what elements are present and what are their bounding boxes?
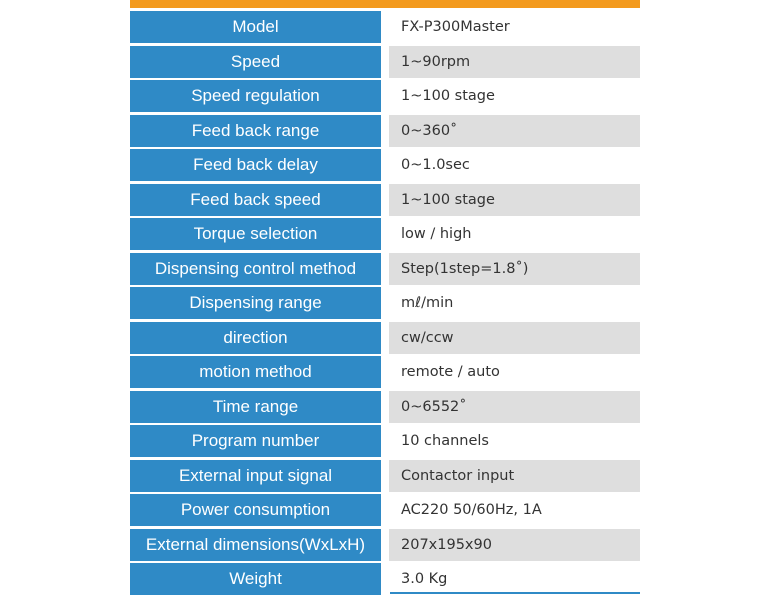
spec-row-model (130, 11, 640, 43)
spec-row-speed (130, 46, 640, 78)
spec-label: Dispensing range (130, 287, 381, 319)
spec-value: mℓ/min (389, 287, 640, 319)
spec-label: Speed regulation (130, 80, 381, 112)
spec-row-dispensing-control-method (130, 253, 640, 285)
spec-value: cw/ccw (389, 322, 640, 354)
spec-value: 0~1.0sec (389, 149, 640, 181)
spec-value: low / high (389, 218, 640, 250)
spec-label: Torque selection (130, 218, 381, 250)
bottom-divider (390, 592, 640, 594)
spec-row-speed-regulation (130, 80, 640, 112)
spec-row-motion-method (130, 356, 640, 388)
spec-row-torque-selection (130, 218, 640, 250)
spec-label: Weight (130, 563, 381, 595)
spec-value: remote / auto (389, 356, 640, 388)
spec-label: direction (130, 322, 381, 354)
spec-value: 1~100 stage (389, 80, 640, 112)
spec-label: Dispensing control method (130, 253, 381, 285)
spec-label: motion method (130, 356, 381, 388)
spec-label: Model (130, 11, 381, 43)
spec-value: 3.0 Kg (389, 563, 640, 595)
spec-row-external-input-signal (130, 460, 640, 492)
orange-top-bar (130, 0, 640, 8)
spec-value: 10 channels (389, 425, 640, 457)
spec-row-direction (130, 322, 640, 354)
spec-value: 0~6552˚ (389, 391, 640, 423)
spec-value: AC220 50/60Hz, 1A (389, 494, 640, 526)
spec-label: Feed back speed (130, 184, 381, 216)
spec-value: 1~100 stage (389, 184, 640, 216)
spec-value: FX-P300Master (389, 11, 640, 43)
spec-table (130, 11, 640, 598)
spec-label: Speed (130, 46, 381, 78)
spec-label: Time range (130, 391, 381, 423)
spec-label: Program number (130, 425, 381, 457)
spec-label: External input signal (130, 460, 381, 492)
spec-label: Feed back range (130, 115, 381, 147)
spec-row-external-dimensions (130, 529, 640, 561)
spec-label: Feed back delay (130, 149, 381, 181)
spec-row-feed-back-speed (130, 184, 640, 216)
spec-value: 207x195x90 (389, 529, 640, 561)
spec-label: Power consumption (130, 494, 381, 526)
spec-value: 1~90rpm (389, 46, 640, 78)
spec-value: 0~360˚ (389, 115, 640, 147)
spec-row-weight (130, 563, 640, 595)
spec-row-program-number (130, 425, 640, 457)
spec-value: Step(1step=1.8˚) (389, 253, 640, 285)
spec-row-feed-back-range (130, 115, 640, 147)
spec-row-time-range (130, 391, 640, 423)
spec-row-feed-back-delay (130, 149, 640, 181)
spec-row-power-consumption (130, 494, 640, 526)
spec-row-dispensing-range (130, 287, 640, 319)
spec-value: Contactor input (389, 460, 640, 492)
spec-label: External dimensions(WxLxH) (130, 529, 381, 561)
